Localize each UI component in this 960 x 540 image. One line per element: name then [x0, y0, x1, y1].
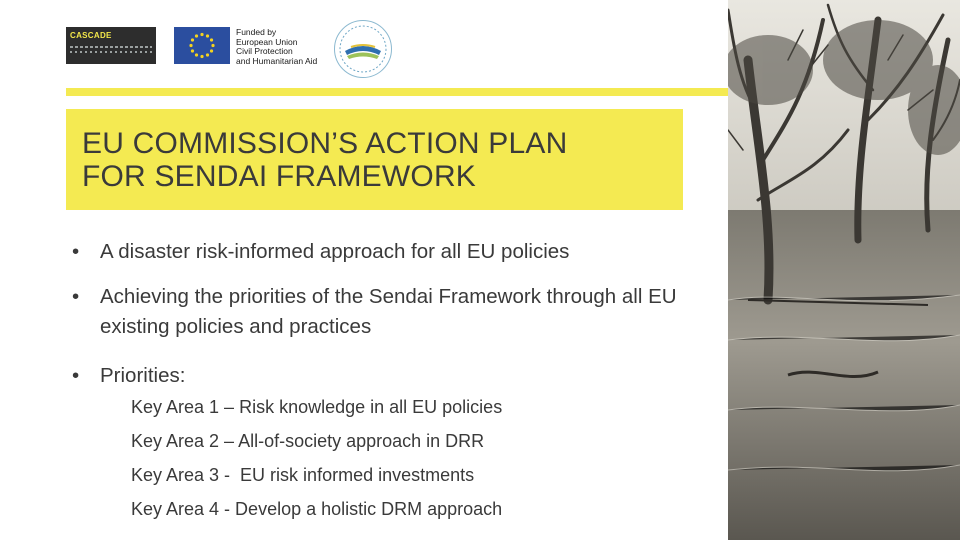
- slide-title: [82, 127, 567, 193]
- eu-star-icon: [195, 53, 198, 56]
- key-area-item: Key Area 3 - EU risk informed investments: [131, 465, 475, 485]
- eu-star-icon: [211, 44, 214, 47]
- eu-funding-line: Funded by: [236, 27, 277, 37]
- eu-funding-text: [236, 28, 336, 66]
- slide-title-line: EU COMMISSION’S ACTION PLAN: [82, 127, 568, 160]
- partner-seal-logo: [334, 20, 392, 78]
- eu-star-icon: [191, 38, 194, 41]
- eu-star-icon: [189, 44, 192, 47]
- eu-star-icon: [206, 34, 209, 37]
- eu-star-icon: [206, 53, 209, 56]
- key-area-item: Key Area 4 - Develop a holistic DRM approach: [131, 499, 503, 519]
- title-box: [66, 109, 683, 210]
- key-area-item: Key Area 2 – All-of-society approach in DRR: [131, 431, 485, 451]
- bullet-item: [72, 282, 700, 342]
- eu-star-icon: [200, 33, 203, 36]
- eu-star-icon: [200, 55, 203, 58]
- bullet-text: A disaster risk-informed approach for all EU policies: [100, 240, 570, 263]
- bullet-item: [72, 361, 185, 391]
- cascade-logo: [66, 27, 156, 64]
- eu-star-icon: [210, 38, 213, 41]
- bullet-text: Priorities:: [100, 364, 186, 387]
- eu-flag-icon: [174, 27, 230, 64]
- eu-star-icon: [210, 49, 213, 52]
- eu-funding-line: Civil Protection: [236, 46, 293, 56]
- bullet-dot-icon: •: [72, 285, 80, 308]
- eu-star-icon: [191, 49, 194, 52]
- bullet-text: Achieving the priorities of the Sendai Framework through all EU existing policies and practices: [100, 285, 677, 338]
- accent-bar: [66, 88, 730, 96]
- eu-funding-line: European Union: [236, 36, 298, 47]
- key-area-item: Key Area 1 – Risk knowledge in all EU policies: [131, 397, 503, 417]
- bullet-item: [72, 237, 569, 267]
- slide-title-line: FOR SENDAI FRAMEWORK: [82, 160, 477, 193]
- bullet-dot-icon: •: [72, 240, 80, 263]
- eu-star-icon: [195, 34, 198, 37]
- bullet-dot-icon: •: [72, 364, 80, 387]
- eu-funding-line: and Humanitarian Aid: [236, 55, 318, 66]
- flooded-trees-photo: [728, 0, 960, 540]
- cascade-logo-name: CASCADE: [70, 31, 112, 40]
- cascade-logo-tagline-graphic: [70, 46, 152, 56]
